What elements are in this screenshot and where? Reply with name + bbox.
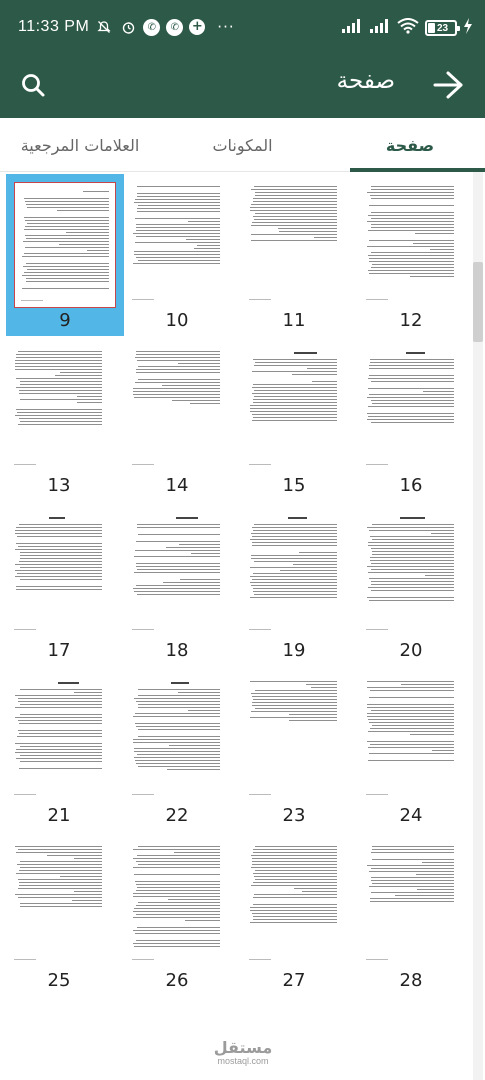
wifi-icon (397, 18, 419, 38)
page-preview (126, 673, 228, 801)
page-preview (8, 838, 110, 966)
tab-bookmarks[interactable]: العلامات المرجعية (20, 135, 140, 155)
page-preview (243, 178, 345, 306)
tab-page[interactable]: صفحة (385, 135, 435, 155)
page-preview (360, 343, 462, 471)
page-number: 25 (47, 970, 71, 991)
watermark-arabic: مستقل (213, 1038, 273, 1057)
page-number: 19 (282, 640, 306, 661)
page-thumbnail[interactable] (0, 832, 118, 997)
page-thumbnail[interactable] (352, 337, 470, 502)
page-number: 14 (165, 475, 189, 496)
page-preview (126, 508, 228, 636)
signal-icon (341, 18, 363, 38)
page-number: 16 (399, 475, 423, 496)
watermark-latin: mostaql.com (217, 1056, 269, 1066)
plus-circle-icon: + (189, 19, 205, 35)
page-number: 20 (399, 640, 423, 661)
page-preview (8, 508, 110, 636)
page-thumbnail[interactable] (352, 832, 470, 997)
more-notifications-icon: ··· (217, 18, 235, 36)
page-number: 21 (47, 805, 71, 826)
page-preview (243, 673, 345, 801)
battery-icon (425, 20, 457, 36)
whatsapp-business-icon: ✆ (166, 19, 183, 36)
search-button[interactable] (12, 64, 54, 110)
page-thumbnail[interactable] (352, 172, 470, 337)
page-preview (360, 838, 462, 966)
page-number: 23 (282, 805, 306, 826)
page-number: 12 (399, 310, 423, 331)
page-number: 24 (399, 805, 423, 826)
page-thumbnail-grid (0, 172, 470, 1080)
page-preview (8, 343, 110, 471)
page-preview (126, 838, 228, 966)
page-thumbnail[interactable] (118, 832, 236, 997)
page-number: 26 (165, 970, 189, 991)
page-preview (243, 838, 345, 966)
page-thumbnail[interactable] (235, 502, 353, 667)
status-right (341, 18, 473, 38)
page-thumbnail[interactable] (0, 667, 118, 832)
watermark-logo (208, 1040, 278, 1066)
signal-2-icon (369, 18, 391, 38)
page-preview (360, 673, 462, 801)
page-preview (243, 343, 345, 471)
status-left (18, 18, 235, 36)
status-bar (0, 0, 485, 58)
page-number: 22 (165, 805, 189, 826)
page-preview (8, 673, 110, 801)
page-preview (360, 178, 462, 306)
page-thumbnail[interactable] (118, 667, 236, 832)
page-number: 11 (282, 310, 306, 331)
charging-icon (463, 18, 473, 38)
back-button[interactable] (425, 64, 471, 110)
battery-level: 23 (437, 22, 449, 34)
page-title: صفحة (336, 68, 395, 94)
scrollbar-thumb[interactable] (473, 262, 483, 342)
arrow-right-icon (432, 70, 464, 104)
page-number: 9 (59, 310, 71, 331)
tab-bar (0, 118, 485, 172)
page-thumbnail[interactable] (0, 502, 118, 667)
page-thumbnail[interactable] (235, 337, 353, 502)
page-preview (126, 178, 228, 306)
app-bar (0, 58, 485, 118)
page-thumbnail[interactable] (235, 172, 353, 337)
tab-contents[interactable]: المكونات (212, 135, 273, 155)
page-thumbnail[interactable] (0, 337, 118, 502)
alarm-icon (119, 18, 137, 36)
page-preview (126, 343, 228, 471)
page-thumbnail[interactable] (118, 172, 236, 337)
page-preview (243, 508, 345, 636)
page-number: 17 (47, 640, 71, 661)
status-time: 11:33 PM (18, 18, 90, 35)
whatsapp-icon: ✆ (143, 19, 160, 36)
page-number: 27 (282, 970, 306, 991)
page-thumbnail[interactable] (118, 337, 236, 502)
search-icon (20, 72, 46, 102)
mute-icon (95, 18, 113, 36)
page-number: 10 (165, 310, 189, 331)
page-preview (14, 182, 116, 308)
page-thumbnail[interactable] (352, 502, 470, 667)
page-thumbnail[interactable] (0, 172, 118, 337)
page-thumbnail[interactable] (352, 667, 470, 832)
page-thumbnail[interactable] (235, 667, 353, 832)
page-thumbnail[interactable] (235, 832, 353, 997)
page-number: 18 (165, 640, 189, 661)
page-preview (360, 508, 462, 636)
page-thumbnail[interactable] (118, 502, 236, 667)
page-number: 15 (282, 475, 306, 496)
page-number: 28 (399, 970, 423, 991)
page-number: 13 (47, 475, 71, 496)
